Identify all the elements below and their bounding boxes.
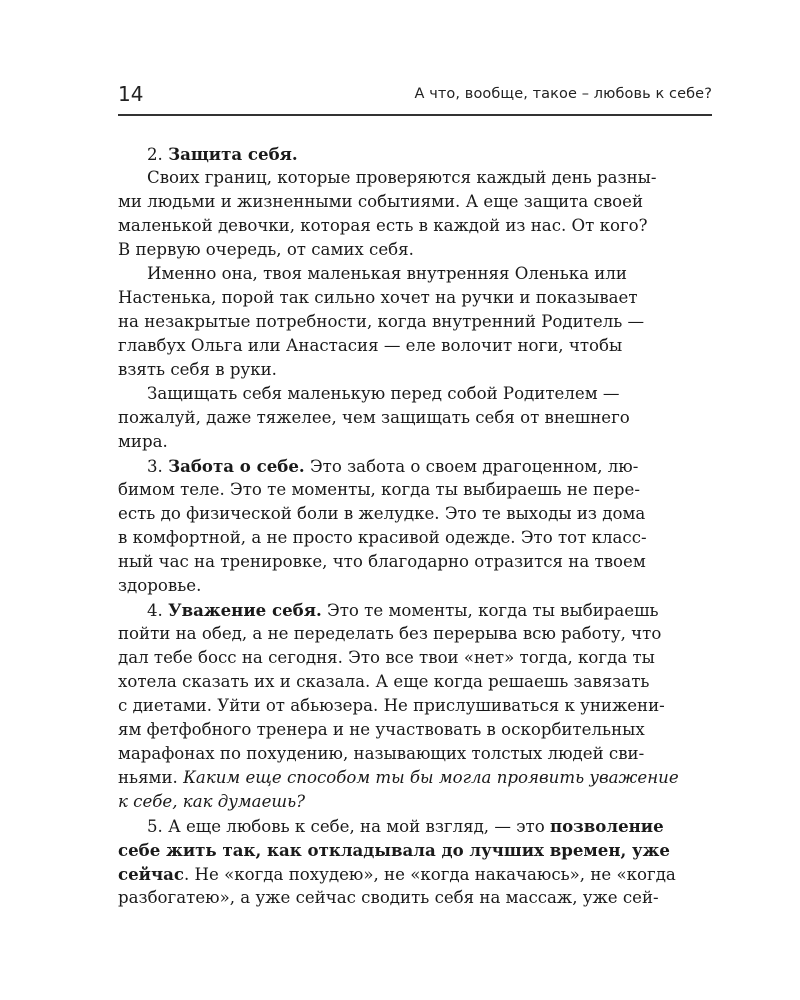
section-heading: Забота о себе. bbox=[168, 456, 305, 476]
text-line: Настенька, порой так сильно хочет на ручки и показывает bbox=[118, 288, 638, 307]
text-line: есть до физической боли в желудке. Это те выходы из дома bbox=[118, 504, 646, 523]
text-line: пожалуй, даже тяжелее, чем защищать себя от внешнего bbox=[118, 408, 630, 427]
page-header bbox=[118, 80, 712, 116]
text-line: бимом теле. Это те моменты, когда ты выбираешь не пере- bbox=[118, 480, 640, 499]
text-fragment: Это забота о своем драгоценном, лю- bbox=[309, 457, 639, 476]
text-line: Именно она, твоя маленькая внутренняя Оленька или bbox=[147, 264, 627, 283]
text-line: Защищать себя маленькую перед собой Родителем — bbox=[147, 384, 620, 403]
running-title: А что, вообще, такое – любовь к себе? bbox=[414, 86, 712, 102]
italic-question: Каким еще способом ты бы могла проявить уважение bbox=[183, 768, 679, 787]
text-line bbox=[118, 454, 712, 478]
section-heading: Уважение себя. bbox=[168, 600, 322, 620]
text-line: взять себя в руки. bbox=[118, 360, 277, 379]
text-fragment: ньями. bbox=[118, 768, 178, 787]
text-line: на незакрытые потребности, когда внутренний Родитель — bbox=[118, 312, 645, 331]
text-line: главбух Ольга или Анастасия — еле волочит ноги, чтобы bbox=[118, 336, 623, 355]
text-line: ям фетфобного тренера и не участвовать в оскорбительных bbox=[118, 720, 645, 739]
bold-emphasis: сейчас bbox=[118, 864, 184, 884]
text-line: В первую очередь, от самих себя. bbox=[118, 240, 414, 259]
text-line: Своих границ, которые проверяются каждый день разны- bbox=[147, 168, 657, 187]
text-line bbox=[118, 766, 712, 790]
body-text bbox=[118, 142, 712, 910]
text-line: ми людьми и жизненными событиями. А еще защита своей bbox=[118, 192, 644, 211]
text-line: дал тебе босс на сегодня. Это все твои «нет» тогда, когда ты bbox=[118, 648, 655, 667]
text-line: марафонах по похудению, называющих толстых людей сви- bbox=[118, 744, 645, 763]
text-line: мира. bbox=[118, 432, 168, 451]
page-number: 14 bbox=[118, 82, 144, 106]
text-line: хотела сказать их и сказала. А еще когда решаешь завязать bbox=[118, 672, 650, 691]
bold-emphasis: себе жить так, как откладывала до лучших времен, уже bbox=[118, 840, 670, 860]
text-fragment: . Не «когда похудею», не «когда накачаюсь», не «когда bbox=[183, 865, 676, 884]
text-line: ный час на тренировке, что благодарно отразится на твоем bbox=[118, 552, 646, 571]
text-fragment: Это те моменты, когда ты выбираешь bbox=[327, 601, 659, 620]
text-line: маленькой девочки, которая есть в каждой из нас. От кого? bbox=[118, 216, 648, 235]
text-line: в комфортной, а не просто красивой одежде. Это тот класс- bbox=[118, 528, 647, 547]
text-line: разбогатею», а уже сейчас сводить себя на массаж, уже сей- bbox=[118, 888, 659, 907]
italic-question: к себе, как думаешь? bbox=[118, 792, 306, 811]
text-line bbox=[118, 598, 712, 622]
list-number: 3. bbox=[147, 457, 163, 476]
text-line bbox=[118, 838, 712, 862]
list-number: 2. bbox=[147, 145, 163, 164]
text-line: с диетами. Уйти от абьюзера. Не прислушиваться к унижени- bbox=[118, 696, 665, 715]
section-heading: Защита себя. bbox=[168, 144, 298, 164]
bold-emphasis: позволение bbox=[549, 816, 664, 836]
text-line: здоровье. bbox=[118, 576, 202, 595]
list-number: 4. bbox=[147, 601, 163, 620]
text-fragment: 5. А еще любовь к себе, на мой взгляд, — это bbox=[147, 817, 545, 836]
text-line bbox=[118, 142, 712, 166]
text-line bbox=[118, 790, 712, 814]
text-line bbox=[118, 862, 712, 886]
text-line: пойти на обед, а не переделать без перерыва всю работу, что bbox=[118, 624, 662, 643]
text-line bbox=[118, 814, 712, 838]
